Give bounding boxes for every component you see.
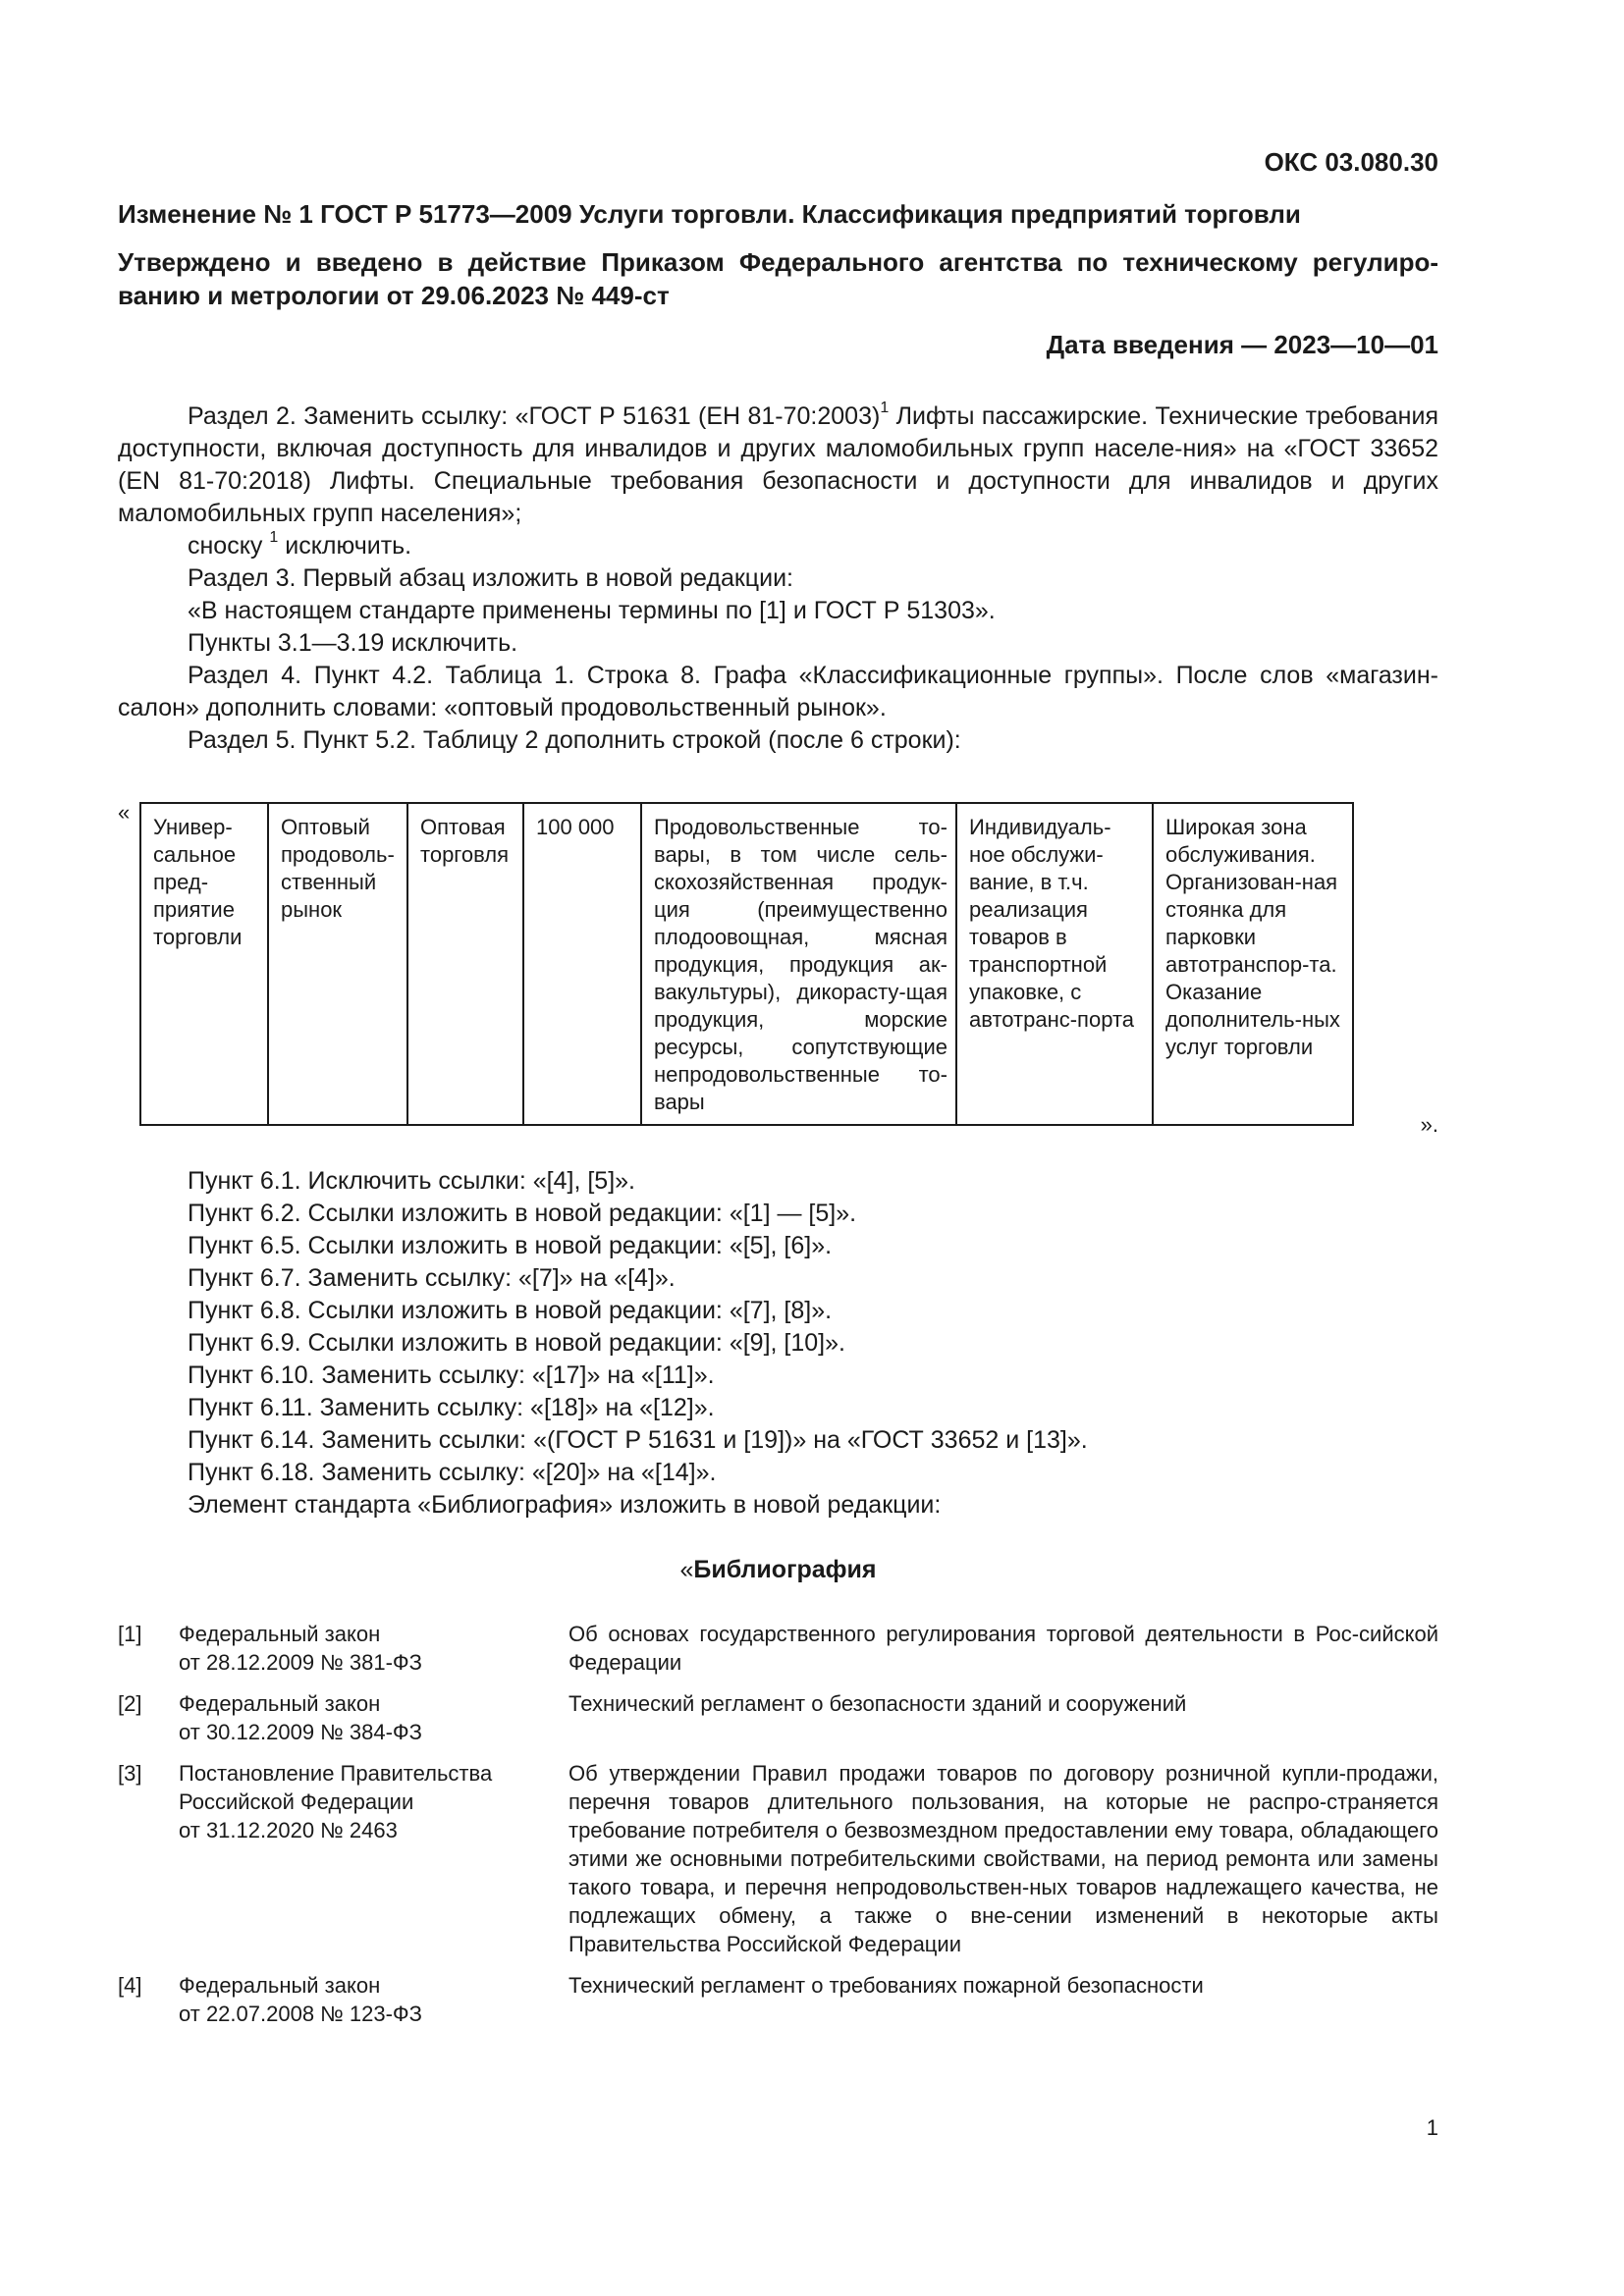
bib-title: Технический регламент о требованиях пожарной безопасности — [568, 1973, 1204, 1998]
paragraph: «В настоящем стандарте применены термины по [1] и ГОСТ Р 51303». — [188, 597, 996, 624]
paragraph: Раздел 5. Пункт 5.2. Таблицу 2 дополнить строкой (после 6 строки): — [188, 726, 961, 754]
bib-number: [2] — [118, 1691, 142, 1716]
quote-open: « — [118, 800, 131, 825]
okc-code: ОКС 03.080.30 — [1264, 147, 1438, 177]
table-row — [140, 803, 1353, 1125]
list-item — [118, 1689, 1438, 1746]
amendment-text-bottom — [118, 1165, 1438, 1522]
bib-number: [1] — [118, 1622, 142, 1646]
table-cell: 100 000 — [523, 803, 641, 1125]
table-cell: Оптовый продоволь-ственный рынок — [268, 803, 407, 1125]
paragraph: Пункт 6.14. Заменить ссылки: «(ГОСТ Р 51631 и [19])» на «ГОСТ 33652 и [13]». — [188, 1426, 1088, 1454]
paragraph: Пункт 6.18. Заменить ссылку: «[20]» на «[14]». — [188, 1459, 717, 1486]
classification-table — [139, 802, 1354, 1126]
bib-title: Технический регламент о безопасности зданий и сооружений — [568, 1691, 1187, 1716]
bib-title: Об утверждении Правил продажи товаров по договору розничной купли-продажи, перечня товаров длительного пользования, на которые не распро-страняется требование потребителя о безвозмездном предоставлении ему товара, обладающего этими же основными потребительскими свойствами, на период ремонта или замены такого товара, и перечня непродовольствен-ных товаров надлежащего качества, не подлежащих обмену, а также о вне-сении изменений в некоторые акты Правительства Российской Федерации — [568, 1761, 1438, 1956]
bib-source: Федеральный закон от 28.12.2009 № 381-ФЗ — [179, 1622, 422, 1675]
paragraph: Элемент стандарта «Библиография» изложить в новой редакции: — [188, 1491, 942, 1519]
paragraph: Пункт 6.10. Заменить ссылку: «[17]» на «[11]». — [188, 1362, 715, 1389]
page-number: 1 — [1426, 2115, 1438, 2140]
paragraph: Раздел 3. Первый абзац изложить в новой редакции: — [188, 564, 793, 592]
paragraph: Пункт 6.5. Ссылки изложить в новой редакции: «[5], [6]». — [188, 1232, 833, 1259]
paragraph: Пункт 6.1. Исключить ссылки: «[4], [5]». — [188, 1167, 636, 1195]
paragraph: Пункты 3.1—3.19 исключить. — [188, 629, 518, 657]
paragraph: Пункт 6.7. Заменить ссылку: «[7]» на «[4]». — [188, 1264, 676, 1292]
footnote-marker: 1 — [880, 400, 890, 416]
paragraph: Раздел 4. Пункт 4.2. Таблица 1. Строка 8. Графа «Классификационные группы». После слов «магазин-салон» дополнить словами: «оптовый продовольственный рынок». — [118, 662, 1438, 721]
approval-statement: Утверждено и введено в действие Приказом Федерального агентства по техническому регулиро-ванию и метрологии от 29.06.2023 № 449-ст — [118, 247, 1438, 310]
paragraph: Пункт 6.8. Ссылки изложить в новой редакции: «[7], [8]». — [188, 1297, 833, 1324]
paragraph: Пункт 6.2. Ссылки изложить в новой редакции: «[1] — [5]». — [188, 1200, 857, 1227]
list-item — [118, 1620, 1438, 1677]
bib-source: Федеральный закон от 30.12.2009 № 384-ФЗ — [179, 1691, 422, 1744]
list-item — [118, 1759, 1438, 1958]
bib-number: [4] — [118, 1973, 142, 1998]
document-title: Изменение № 1 ГОСТ Р 51773—2009 Услуги торговли. Классификация предприятий торговли — [118, 199, 1301, 229]
list-item — [118, 1971, 1438, 2028]
table-cell: Оптовая торговля — [407, 803, 523, 1125]
quote-close: ». — [1420, 1112, 1438, 1137]
bib-source: Постановление Правительства Российской Федерации от 31.12.2020 № 2463 — [179, 1761, 493, 1842]
bib-number: [3] — [118, 1761, 142, 1786]
effective-date: Дата введения — 2023—10—01 — [1046, 330, 1438, 359]
bib-source: Федеральный закон от 22.07.2008 № 123-ФЗ — [179, 1973, 422, 2026]
footnote-paragraph: сноску $^1$ исключить. — [188, 529, 412, 560]
table-cell: Индивидуаль-ное обслужи-вание, в т.ч. реализация товаров в транспортной упаковке, с автотранс-порта — [956, 803, 1153, 1125]
paragraph: Пункт 6.9. Ссылки изложить в новой редакции: «[9], [10]». — [188, 1329, 845, 1357]
bibliography-heading: «Библиография — [679, 1556, 877, 1583]
bib-title: Об основах государственного регулирования торговой деятельности в Рос-сийской Федерации — [568, 1622, 1438, 1675]
table-cell: Универ-сальное пред-приятие торговли — [140, 803, 268, 1125]
table-cell: Продовольственные то-вары, в том числе сель-скохозяйственная продук-ция (преимущественно плодоовощная, мясная продукция, продукция ак-вакультуры), дикорасту-щая продукция, морские ресурсы, сопутствующие непродовольственные то-вары — [641, 803, 956, 1125]
footnote-marker: 1 — [269, 529, 279, 546]
amendment-text-top — [118, 400, 1438, 757]
table-cell: Широкая зона обслуживания. Организован-ная стоянка для парковки автотранспор-та. Оказание дополнитель-ных услуг торговли — [1153, 803, 1353, 1125]
bibliography-list — [118, 1620, 1438, 2041]
paragraph: Пункт 6.11. Заменить ссылку: «[18]» на «[12]». — [188, 1394, 715, 1421]
section2-paragraph: Раздел 2. Заменить ссылку: «ГОСТ Р 51631 (ЕН 81-70:2003)$^1$ Лифты пассажирские. Технические требования доступности, включая доступность для инвалидов и других маломобильных групп населе-ния» на «ГОСТ 33652 (EN 81-70:2018) Лифты. Специальные требования безопасности и доступности для инвалидов и других маломобильных групп населения»; — [118, 400, 1438, 527]
